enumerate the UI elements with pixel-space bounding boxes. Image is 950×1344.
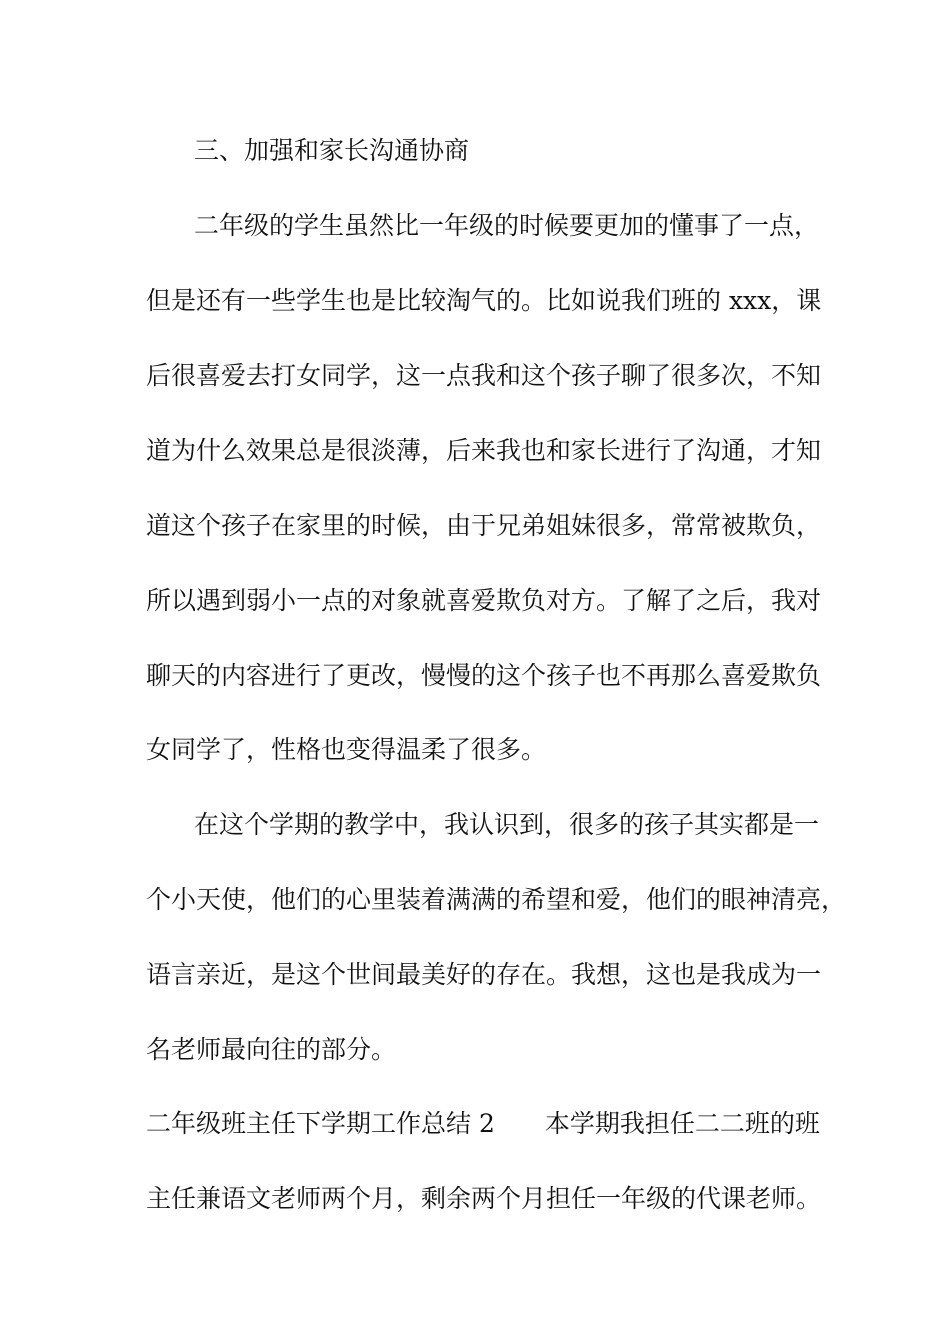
paragraph-line: 主任兼语文老师两个月，剩余两个月担任一年级的代课老师。 <box>146 1184 822 1213</box>
paragraph-line: 但是还有一些学生也是比较淘气的。比如说我们班的 xxx，课 <box>146 286 822 315</box>
paragraph-line: 道为什么效果总是很淡薄，后来我也和家长进行了沟通，才知 <box>146 436 822 465</box>
paragraph-line: 所以遇到弱小一点的对象就喜爱欺负对方。了解了之后，我对 <box>146 586 822 615</box>
paragraph-line: 道这个孩子在家里的时候，由于兄弟姐妹很多，常常被欺负， <box>146 511 822 540</box>
paragraph-line: 在这个学期的教学中，我认识到，很多的孩子其实都是一 <box>194 810 820 839</box>
summary-title-line: 二年级班主任下学期工作总结 2 本学期我担任二二班的班 <box>146 1109 820 1138</box>
paragraph-line: 聊天的内容进行了更改，慢慢的这个孩子也不再那么喜爱欺负 <box>146 661 822 690</box>
paragraph-line: 语言亲近，是这个世间最美好的存在。我想，这也是我成为一 <box>146 960 822 989</box>
paragraph-line: 名老师最向往的部分。 <box>146 1035 397 1064</box>
paragraph-line: 个小天使，他们的心里装着满满的希望和爱，他们的眼神清亮， <box>146 885 847 914</box>
paragraph-line: 女同学了，性格也变得温柔了很多。 <box>146 735 547 764</box>
paragraph-line: 后很喜爱去打女同学，这一点我和这个孩子聊了很多次，不知 <box>146 361 822 390</box>
paragraph-line: 二年级的学生虽然比一年级的时候要更加的懂事了一点， <box>194 211 820 240</box>
section-heading: 三、加强和家长沟通协商 <box>194 136 470 165</box>
